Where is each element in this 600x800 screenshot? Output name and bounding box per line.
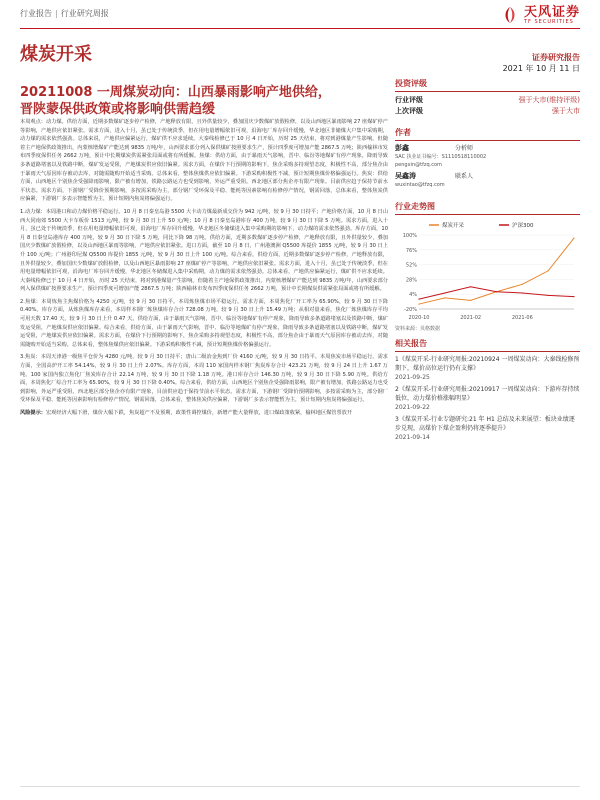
author-heading: 作者 (395, 127, 580, 141)
related-title[interactable]: 2《煤炭开采-行业研究周报:20210917 一周煤炭动向：下游库存持续低位，动力煤价格涨幅明显》 (395, 386, 580, 402)
analyst-card (395, 172, 580, 189)
sidebar (395, 78, 580, 445)
coking-coal-paragraph: 2.焦煤：本周炼焦主焦煤价格为 4250 元/吨，较 9 月 30 日持平。本周炼焦煤市场平稳运行。需求方面，本周焦化厂开工率为 65.90%，较 9 月 30 日下降 0.40%。库存方面，从炼焦煤库存来看，本周样本钢厂炼焦煤库存合计 728.08 万吨，较 9 月 30 日上升 15.49 万吨；从相对量来看，焦化厂炼焦煤库存平均可用天数 17.40 天，较 9 月 30 日上升 0.47 天。供给方面，由于暴雨天气影响，晋中、临汾等地煤矿有停产现象，降雨导致多条道路堵塞以及铁路中断，煤矿发运受阻，产地煤炭供应依旧偏紧。综合来看，供给方面，由于暴雨天气影响，晋中、临汾等地煤矿有停产现象，降雨导致多条道路堵塞以及铁路中断，煤矿发运受阻，产地煤炭供应依旧偏紧。需求方面，在煤价下行预期的影响下，焦企采购多持观望态度，积极性不高，部分焦企由于暴雨天气原因库存被动去库，对随需随购开始适当采购。总体来看，整体焦煤供应依旧偏紧。下游采购积极性不减，预计短期焦煤价格偏强运行。 (20, 298, 388, 348)
x-tick-label: 2021-02 (460, 315, 482, 321)
related-date: 2021-09-14 (395, 434, 430, 441)
y-tick-label: -20% (404, 307, 417, 313)
related-title[interactable]: 3《煤炭开采-行业专题研究:21 年 H1 总结及未来展望：板块业绩逐步兑现，高煤价下煤企盈利仍将逐季提升》 (395, 416, 575, 432)
risk-label: 风险提示： (20, 410, 46, 416)
x-tick-label: 2020-10 (408, 315, 430, 321)
data-point (573, 296, 574, 297)
rating-key: 行业评级 (395, 96, 423, 104)
related-date: 2021-09-22 (395, 404, 430, 411)
legend-label: 煤炭开采 (442, 223, 465, 229)
analyst-name: 彭鑫 (395, 144, 409, 152)
y-tick-label: 52% (405, 262, 417, 269)
header-divider (20, 28, 580, 29)
analyst-role: 分析师 (455, 145, 474, 152)
y-tick-label: 100% (402, 233, 417, 239)
related-report[interactable] (395, 385, 580, 412)
data-point (522, 292, 523, 293)
tf-logo-icon (500, 5, 520, 25)
logo (500, 4, 580, 26)
breadcrumb: 行业报告 | 行业研究周报 (20, 9, 109, 18)
chart-source: 资料来源：贝格数据 (395, 326, 441, 332)
related-title[interactable]: 1《煤炭开采-行业研究周报:20210924 一周煤炭动向：大秦线检修预期下，煤价高位运行仍有支撑》 (395, 356, 580, 372)
rating-key: 上次评级 (395, 107, 423, 115)
summary-paragraph: 本周观点：动力煤。供给方面，近期多数煤矿逐步停产检修，产地释放有限，且外供量较少，叠加国庆少数煤矿放假检修，以及山西地区暴雨影响 27 座煤矿停产等影响，产地供应依旧紧张。需求方面，进入十月，虽已处于传统淡季，但在用电量增幅依旧可观，沿海电厂库存回升缓慢，华北地区非储煤大户集中采购期，动力煤的需求依然强劲。总体来说，产地供应偏紧运行，煤矿供不应求延续。大秦线检修已于 10 月 4 日开始，历时 25 天结束，将对到港煤量产生影响。但随着主产地保供政策推出，内蒙核增煤矿产能达到 9835 万吨/年，山西要求部分列入保供煤矿按照要求生产，预计四季度可增加产能 2867.5 万吨；陕西榆林市发布四季度保供任务 2662 万吨，预计中长期煤炭供需紧张局面或将有所缓解。焦煤：供给方面，由于暴雨天气影响，晋中、临汾等地煤矿有停产现象，降雨导致多条道路堵塞以及铁路中断，煤矿发运受阻，产地煤炭供应依旧偏紧。需求方面，在煤价下行预期的影响下，焦企采购多持观望态度，积极性不高，部分焦企由于暴雨天气原因库存被动去库，对随需随购开始适当采购。总体来看，整体焦煤供应依旧偏紧。下游采购积极性不减，预计短期焦煤价格偏强运行。焦炭：供给方面，山西地区个别焦企受强降雨影响，限产被有增加，铁路公路运力也受到影响，外运严重受阻。西北地区部分焦企亦有限产现象。目前供应趋于保持节前水平状态。需求方面，下游钢厂受降价预期影响，多按需采购为主，部分钢厂受环保及平稳、能耗等因素影响有检修停产情况，钢需回落，总体来看，整体焦炭供应偏紧，下游钢厂多表示智能暂为主，预计短期内焦炭将偏强运行。 (20, 119, 388, 203)
legend-label: 沪深300 (512, 223, 534, 229)
title-line: 晋陕蒙保供政策或将影响供需趋缓 (20, 102, 216, 117)
rating-row (395, 106, 580, 117)
rating-value: 强于大市 (552, 107, 580, 115)
data-point (496, 291, 497, 292)
risk-warning (20, 409, 388, 418)
industry-name: 煤炭开采 (20, 44, 92, 65)
report-title (20, 84, 390, 118)
analyst-email[interactable]: wuxintao@tfzq.com (395, 182, 445, 188)
logo-name-en: TF SECURITIES (523, 18, 574, 25)
rating-heading: 投资评级 (395, 78, 580, 92)
analyst-card (395, 144, 580, 169)
rating-value: 强于大市(维持评级) (518, 96, 580, 104)
trend-chart-svg (395, 219, 580, 323)
coke-paragraph: 3.焦炭：本周天津港一级焦平仓价为 4280 元/吨，较 9 月 30 日持平；唐山二级冶金焦到厂价 4160 元/吨，较 9 月 30 日持平。本周焦炭市场平稳运行。需求方面，全国高炉开工率 54.14%，较 9 月 30 日上升 2.07%。库存方面，本周 110 家国内样本钢厂焦炭库存合计 423.21 万吨，较 9 月 24 日上升 1.67 万吨。100 家国内独立焦化厂焦炭库存合计 22.14 万吨，较 9 月 30 日下降 1.18 万吨。港口库存合计 146.30 万吨，较 9 月 30 日下降 5.90 万吨。供给方面，本周焦化厂综合开工率为 65.90%，较 9 月 30 日下降 0.40%。综合来看，供给方面，山西地区个别焦企受强降雨影响，限产被有增加，铁路公路运力也受到影响，外运严重受阻，西北地区部分焦企亦有限产现象，目前供应趋于保持节前水平状态。需求方面，下游钢厂受降价预期影响，多按需采购为主，部分钢厂受环保及平稳、能耗等因素影响有检修停产情况，钢需回落，总体来看，整体焦炭供应偏紧，下游钢厂多表示智能暂为主，预计短期内焦炭将偏强运行。 (20, 354, 388, 404)
trend-heading: 行业走势图 (395, 201, 580, 215)
analyst-name: 吴鑫涛 (395, 172, 416, 180)
data-point (418, 303, 419, 304)
data-point (444, 297, 445, 298)
y-tick-label: 28% (405, 277, 417, 284)
logo-name: 天风证券 (523, 4, 580, 20)
analyst-cert: SAC 执业证书编号：S1110518110002 (395, 154, 487, 160)
report-date: 2021 年 10 月 11 日 (502, 64, 580, 73)
footer-divider (20, 786, 580, 787)
x-tick-label: 2021-06 (511, 315, 533, 321)
data-point (470, 300, 471, 301)
report-type: 证券研究报告 (532, 53, 580, 62)
data-point (418, 299, 419, 300)
related-report[interactable] (395, 355, 580, 382)
thermal-coal-paragraph: 1.动力煤：本周港口和动力煤价格平稳运行。10 月 8 日秦皇岛港 5500 大卡动力煤最新成交价为 942 元/吨，较 9 月 30 日持平；产地价格方面，10 月 8 日山西大同南郊 5500 大卡车板价 1513 元/吨，较 9 月 30 日上升 50 元/吨；10 月 8 日秦皇岛港库存 400 万吨，较 9 月 30 日下降 5 万吨。需求方面，进入十月，虽已处于传统淡季，但在用电量增幅依旧可观，沿海电厂库存回升缓慢，华北地区冬储煤进入集中采购期的影响下，动力煤的需求依然强劲。库存方面，10 月 8 日秦皇岛港库存 400 万吨，较 9 月 30 日下降 5 万吨，同比下降 98 万吨。供给方面，近期多数煤矿逐步停产检修，产地释放有限，且外供量较少，叠加国庆少数煤矿放假检修，以及山西地区暴雨等影响，产地供应依旧紧张。进口方面，截至 10 月 8 日，广州港澳洲 Q5500 库提价 1855 元/吨，较 9 月 30 日上升 100 元/吨；广州港印尼煤 Q5500 库提价 1855 元/吨，较 9 月 30 日上升 100 元/吨。综合来看，供给方面，近期多数煤矿逐步停产检修，产地释放有限，且外供量较少，叠加国庆少数煤矿放假检修，以及山西地区暴雨影响 27 座煤矿停产等影响，产地供应依旧紧张。需求方面，进入十月，虽已处于传统淡季，但在用电量增幅依旧可观，沿海电厂库存回升缓慢，华北地区冬储煤进入集中采购期，动力煤的需求依然强劲。总体来看，产地供应偏紧运行，煤矿供不应求延续。大秦线检修已于 10 月 4 日开始，历时 25 天结束，将对到港煤量产生影响。但随着主产地保供政策推出，内蒙核增煤矿产能达到 9835 万吨/年，山西要求部分列入保供煤矿按照要求生产，预计四季度可增加产能 2867.5 万吨；陕西榆林市发布四季度保供任务 2662 万吨，预计中长期煤炭供需紧张局面或将有所缓解。 (20, 208, 388, 293)
report-header (20, 4, 580, 26)
rating-row (395, 95, 580, 106)
data-point (470, 286, 471, 287)
risk-text: 宏观经济大幅下滑，煤价大幅下跌，焦炭超产不及预期，政策性调控煤价，新增产能大量释放，进口煤政策收紧，榆林地区煤管票放开 (45, 410, 353, 416)
related-report[interactable] (395, 415, 580, 442)
breadcrumb-item: 行业报告 (20, 9, 52, 18)
data-point (548, 295, 549, 296)
related-heading: 相关报告 (395, 338, 580, 352)
data-point (573, 237, 574, 238)
data-point (522, 284, 523, 285)
trend-chart (395, 219, 580, 323)
data-point (548, 270, 549, 271)
report-body (20, 118, 388, 418)
analyst-email[interactable]: pengxin@tfzq.com (395, 162, 442, 168)
data-point (444, 292, 445, 293)
y-tick-label: 4% (409, 292, 417, 299)
y-tick-label: 76% (405, 247, 417, 254)
title-line: 20211008 一周煤炭动向：山西暴雨影响产地供给， (20, 85, 331, 100)
analyst-role: 联系人 (455, 173, 474, 180)
breadcrumb-item: 行业研究周报 (60, 9, 109, 18)
series-line (419, 287, 574, 299)
related-date: 2021-09-25 (395, 374, 430, 381)
